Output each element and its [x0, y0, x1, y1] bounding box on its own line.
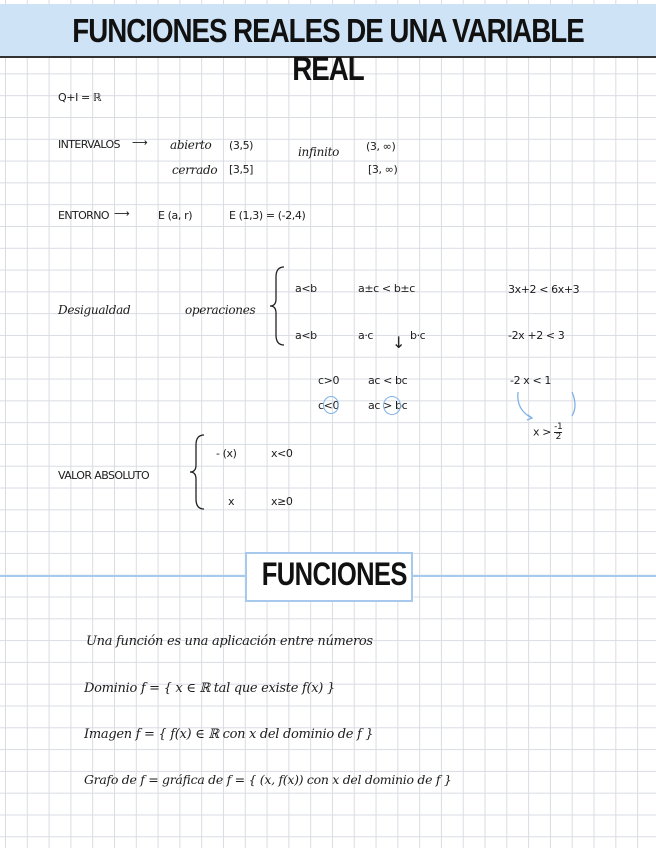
imagen-definition: Imagen f = { f(x) ∈ ℝ con x del dominio de f }	[84, 727, 374, 742]
valor-absoluto-label: VALOR ABSOLUTO	[58, 469, 150, 482]
entorno-definition: E (a, r)	[158, 209, 193, 222]
sign-flip-arrows	[512, 388, 584, 424]
desig-result-numerator: -1	[554, 422, 563, 432]
down-arrow-icon: ↓	[392, 333, 406, 352]
desig-row3-b: ac < bc	[368, 374, 408, 387]
desig-row2-c: -2x +2 < 3	[508, 329, 565, 342]
operaciones-label: operaciones	[185, 303, 256, 317]
intervalo-infinito-label: infinito	[298, 145, 340, 159]
intro-equation: Q+I = ℝ	[58, 91, 102, 104]
page-title: FUNCIONES REALES DE UNA VARIABLE REAL	[72, 12, 584, 87]
intervalo-infinito-open: (3, ∞)	[366, 140, 396, 153]
desig-row3-c: -2 x < 1	[510, 374, 551, 387]
intervalo-cerrado-label: cerrado	[172, 163, 218, 177]
abs-row1-expr: - (x)	[216, 447, 237, 460]
intervalos-label: INTERVALOS	[58, 138, 120, 151]
intervalos-arrow-icon: ⟶	[132, 136, 148, 149]
entorno-label: ENTORNO	[58, 209, 109, 222]
section-title: FUNCIONES	[261, 556, 407, 592]
highlight-circle	[383, 396, 401, 415]
intervalo-infinito-closed: [3, ∞)	[368, 163, 398, 176]
dominio-definition: Dominio f = { x ∈ ℝ tal que existe f(x) }	[84, 681, 335, 696]
desig-row1-a: a<b	[295, 282, 317, 295]
valor-absoluto-brace	[188, 433, 208, 511]
desig-row3-a: c>0	[318, 374, 340, 387]
desig-row2-b: a·c	[358, 329, 374, 342]
desig-result	[533, 423, 562, 442]
funciones-definition: Una función es una aplicación entre números	[86, 634, 373, 649]
desig-row2-b2: b·c	[410, 329, 426, 342]
entorno-arrow-icon: ⟶	[114, 207, 130, 220]
desig-result-lhs: x >	[533, 425, 552, 439]
desig-row1-b: a±c < b±c	[358, 282, 415, 295]
desig-row4-a: c<0	[318, 399, 340, 412]
intervalo-abierto-value: (3,5)	[229, 139, 254, 152]
desig-result-denominator: 2	[555, 432, 561, 442]
desig-row4-b: ac > bc	[368, 399, 408, 412]
desigualdad-brace	[268, 265, 288, 347]
highlight-circle	[323, 396, 339, 414]
entorno-example: E (1,3) = (-2,4)	[229, 209, 306, 222]
grafo-definition: Grafo de f = gráfica de f = { (x, f(x)) con x del dominio de f }	[84, 772, 452, 787]
abs-row2-expr: x	[228, 495, 235, 508]
abs-row2-cond: x≥0	[271, 495, 293, 508]
intervalo-abierto-label: abierto	[170, 138, 212, 152]
desig-row1-c: 3x+2 < 6x+3	[508, 283, 580, 296]
desig-row2-a: a<b	[295, 329, 317, 342]
intervalo-cerrado-value: [3,5]	[229, 163, 254, 176]
desig-result-fraction	[554, 423, 562, 442]
abs-row1-cond: x<0	[271, 447, 293, 460]
desigualdad-label: Desigualdad	[58, 303, 131, 317]
